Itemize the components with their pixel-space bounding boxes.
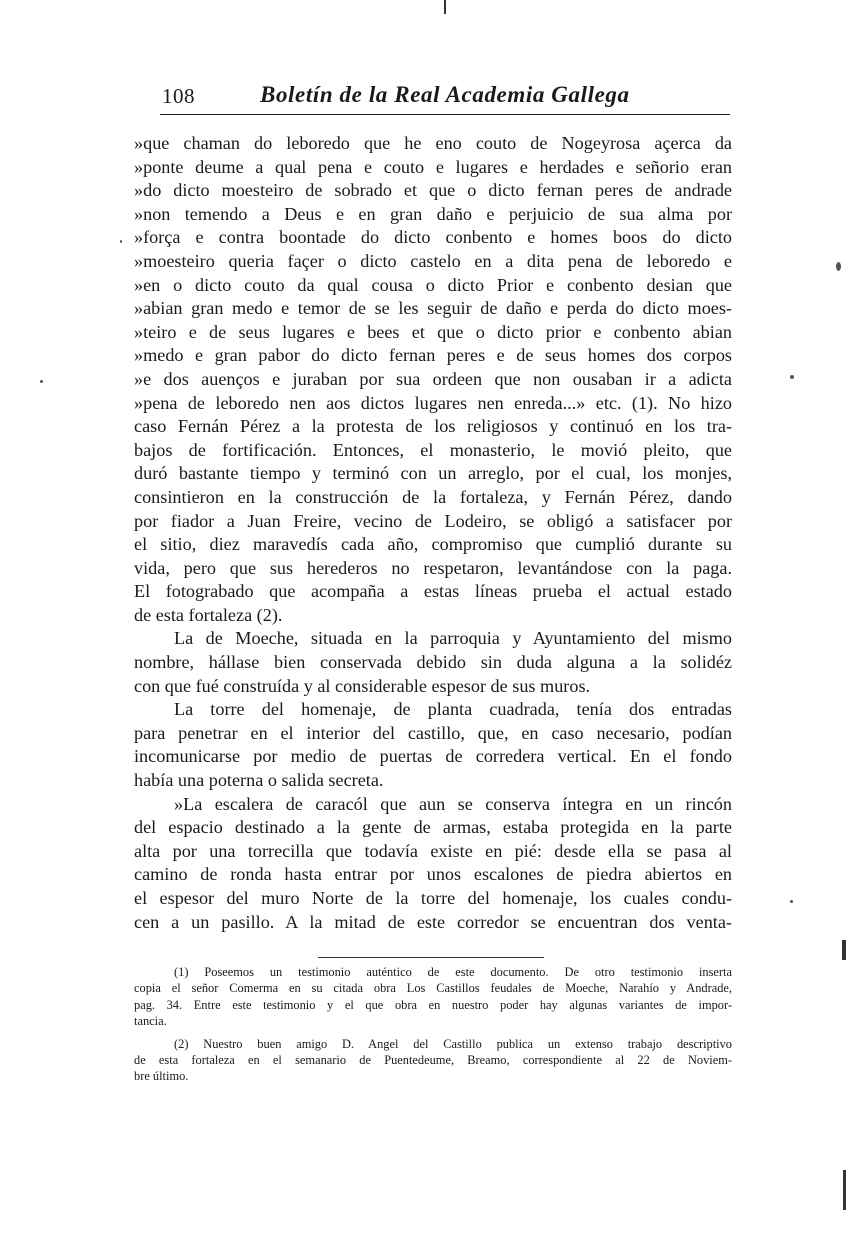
body-text: [134, 132, 732, 934]
text-line: cen a un pasillo. A la mitad de este corredor se encuentran dos venta-: [134, 911, 732, 932]
text-line: El fotograbado que acompaña a estas líneas prueba el actual estado: [134, 581, 732, 602]
footnote-line: copia el señor Comerma en su citada obra Los Castillos feudales de Moeche, Narahío y Andrade,: [134, 981, 732, 996]
text-line: »que chaman do leboredo que he eno couto de Nogeyrosa açerca da: [134, 133, 732, 153]
running-header: [160, 80, 730, 115]
text-line: »en o dicto couto da qual cousa o dicto Prior e conbento desian que: [134, 274, 732, 295]
text-line: duró bastante tiempo y terminó con un arreglo, por el cual, los monjes,: [134, 463, 732, 484]
text-line: »moesteiro queria façer o dicto castelo en a dita pena de leboredo e: [134, 250, 732, 271]
text-line: »abian gran medo e temor de se les seguir de daño e perda do dicto moes-: [134, 298, 732, 319]
footnote-line: (2) Nuestro buen amigo D. Angel del Castillo publica un extenso trabajo descriptivo: [174, 1036, 732, 1051]
text-line: el espesor del muro Norte de la torre del homenaje, los cuales condu-: [134, 888, 732, 908]
scan-speck: [790, 375, 794, 379]
text-line: La torre del homenaje, de planta cuadrada, tenía dos entradas: [174, 699, 732, 720]
text-line: »pena de leboredo nen aos dictos lugares nen enreda...» etc. (1). No hizo: [134, 392, 732, 413]
scan-speck: [40, 380, 43, 383]
text-line: consintieron en la construcción de la fortaleza, y Fernán Pérez, dando: [134, 486, 732, 507]
text-line: nombre, hállase bien conservada debido sin duda alguna a la solidéz: [134, 652, 732, 673]
footnotes: [134, 964, 732, 1085]
text-line: vida, pero que sus herederos no respetaron, levantándose con la paga.: [134, 557, 732, 578]
page-number: 108: [162, 84, 195, 108]
scan-edge-mark: [842, 940, 846, 960]
scan-speck: [790, 900, 793, 903]
footnote-line: de esta fortaleza en el semanario de Puentedeume, Breamo, correspondiente al 22 de Noviem-: [134, 1052, 732, 1067]
text-line: »La escalera de caracól que aun se conserva íntegra en un rincón: [174, 793, 732, 814]
scan-speck: [120, 240, 122, 243]
text-line: por fiador a Juan Freire, vecino de Lodeiro, se obligó a satisfacer por: [134, 510, 732, 531]
text-line: camino de ronda hasta entrar por unos escalones de piedra abiertos en: [134, 864, 732, 885]
text-line: para penetrar en el interior del castillo, que, en caso necesario, podían: [134, 722, 732, 743]
journal-title: Boletín de la Real Academia Gallega: [260, 82, 630, 107]
text-line: alta por una torrecilla que todavía existe en pié: desde ella se pasa al: [134, 840, 732, 861]
text-line: »medo e gran pabor do dicto fernan peres e de seus homes dos corpos: [134, 345, 732, 366]
footnote-line: bre último.: [134, 1069, 189, 1084]
text-line: el sitio, diez maravedís cada año, compromiso que cumplió durante su: [134, 534, 732, 555]
footnote-line: (1) Poseemos un testimonio auténtico de este documento. De otro testimonio inserta: [174, 965, 732, 979]
text-line: »ponte deume a qual pena e couto e lugares e herdades e señorio eran: [134, 156, 732, 177]
text-line: La de Moeche, situada en la parroquia y Ayuntamiento del mismo: [174, 628, 732, 649]
text-line: del espacio destinado a la gente de armas, estaba protegida en la parte: [134, 817, 732, 838]
footnote-line: pag. 34. Entre este testimonio y el que obra en nuestro poder hay algunas variantes de impor-: [134, 997, 732, 1012]
scan-edge-mark: [843, 1170, 846, 1210]
text-line: »non temendo a Deus e en gran daño e perjuicio de sua alma por: [134, 203, 732, 224]
text-line: »força e contra boontade do dicto conbento e homes boos do dicto: [134, 227, 732, 248]
footnote-separator: [318, 957, 544, 958]
text-line: »e dos auenços e juraban por sua ordeen que non ousaban ir a adicta: [134, 368, 732, 389]
text-line: había una poterna o salida secreta.: [134, 770, 384, 791]
text-line: de esta fortaleza (2).: [134, 604, 283, 625]
text-line: con que fué construída y al considerable espesor de sus muros.: [134, 675, 591, 696]
text-line: bajos de fortificación. Entonces, el monasterio, le movió pleito, que: [134, 439, 732, 460]
text-line: incomunicarse por medio de puertas de corredera vertical. En el fondo: [134, 746, 732, 767]
footnote-line: tancia.: [134, 1014, 167, 1029]
scan-edge-mark: [444, 0, 446, 14]
text-line: »teiro e de seus lugares e bees et que o dicto prior e conbento abian: [134, 321, 732, 342]
scan-speck: [836, 262, 841, 271]
text-line: »do dicto moesteiro de sobrado et que o dicto fernan peres de andrade: [134, 180, 732, 201]
text-line: caso Fernán Pérez a la protesta de los religiosos y continuó en los tra-: [134, 416, 732, 437]
